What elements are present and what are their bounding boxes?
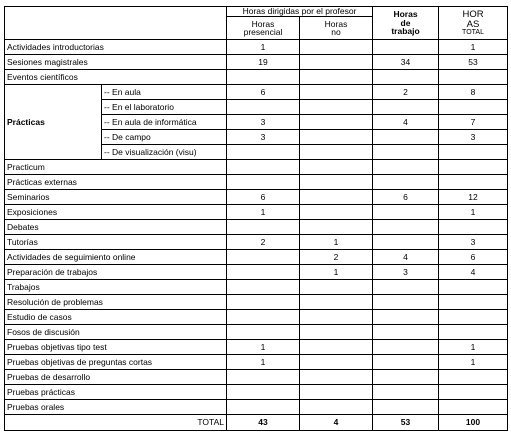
cell-presencial (227, 310, 300, 325)
cell-presencial (227, 385, 300, 400)
table-row (5, 160, 508, 175)
activity-label: Prácticas externas (5, 175, 227, 190)
cell-total (439, 145, 508, 160)
cell-trabajo: 3 (373, 265, 439, 280)
cell-trabajo: 4 (373, 115, 439, 130)
cell-total (439, 70, 508, 85)
cell-no-presencial (300, 85, 373, 100)
activity-label: Pruebas prácticas (5, 385, 227, 400)
cell-presencial: 3 (227, 130, 300, 145)
activity-label: Pruebas objetivas de preguntas cortas (5, 355, 227, 370)
cell-no-presencial (300, 400, 373, 415)
cell-no-presencial: 2 (300, 250, 373, 265)
cell-trabajo (373, 400, 439, 415)
cell-trabajo (373, 280, 439, 295)
table-row (5, 310, 508, 325)
cell-trabajo (373, 130, 439, 145)
cell-no-presencial (300, 280, 373, 295)
table-row (5, 220, 508, 235)
cell-presencial (227, 220, 300, 235)
hours-table-body (5, 7, 508, 431)
cell-total: 12 (439, 190, 508, 205)
cell-no-presencial (300, 205, 373, 220)
cell-no-presencial (300, 220, 373, 235)
cell-presencial (227, 295, 300, 310)
cell-presencial: 1 (227, 205, 300, 220)
cell-no-presencial (300, 370, 373, 385)
activity-label: Debates (5, 220, 227, 235)
practicas-row (5, 85, 508, 100)
cell-total (439, 100, 508, 115)
cell-no-presencial: 1 (300, 265, 373, 280)
cell-total: 53 (439, 55, 508, 70)
cell-total: 6 (439, 250, 508, 265)
cell-total (439, 385, 508, 400)
cell-total: 3 (439, 130, 508, 145)
cell-trabajo: 2 (373, 85, 439, 100)
header-no-presencial (300, 17, 373, 40)
cell-no-presencial (300, 310, 373, 325)
cell-total: 7 (439, 115, 508, 130)
table-row (5, 400, 508, 415)
table-row (5, 280, 508, 295)
practicas-sub-label: -- De visualización (visu) (102, 145, 227, 160)
cell-no-presencial (300, 175, 373, 190)
cell-presencial (227, 100, 300, 115)
header-trabajo (373, 7, 439, 40)
activity-label: Seminarios (5, 190, 227, 205)
cell-presencial: 1 (227, 340, 300, 355)
cell-total (439, 280, 508, 295)
table-row (5, 235, 508, 250)
cell-trabajo (373, 205, 439, 220)
activity-label: Eventos científicos (5, 70, 227, 85)
table-row (5, 55, 508, 70)
cell-trabajo (373, 340, 439, 355)
practicas-sub-label: -- En el laboratorio (102, 100, 227, 115)
practicas-sub-label: -- De campo (102, 130, 227, 145)
cell-presencial (227, 280, 300, 295)
activity-label: Preparación de trabajos (5, 265, 227, 280)
cell-trabajo (373, 310, 439, 325)
header-total-line1: HOR (462, 9, 484, 20)
cell-total: 1 (439, 40, 508, 55)
cell-total: 8 (439, 85, 508, 100)
cell-presencial: 1 (227, 355, 300, 370)
cell-trabajo (373, 145, 439, 160)
header-trabajo-line3: trabajo (391, 26, 420, 37)
table-row (5, 190, 508, 205)
header-total (439, 7, 508, 40)
table-row (5, 205, 508, 220)
practicas-label: Prácticas (5, 85, 102, 160)
cell-trabajo (373, 70, 439, 85)
total-presencial: 43 (227, 415, 300, 431)
cell-no-presencial (300, 55, 373, 70)
cell-total: 1 (439, 340, 508, 355)
totals-row (5, 415, 508, 431)
cell-presencial: 6 (227, 190, 300, 205)
cell-trabajo (373, 370, 439, 385)
header-total-line3: TOTAL (462, 29, 484, 36)
activity-label: Fosos de discusión (5, 325, 227, 340)
activity-label: Trabajos (5, 280, 227, 295)
activity-label: Pruebas de desarrollo (5, 370, 227, 385)
total-trabajo: 53 (373, 415, 439, 431)
cell-no-presencial: 1 (300, 235, 373, 250)
cell-presencial (227, 265, 300, 280)
cell-presencial (227, 370, 300, 385)
table-row (5, 175, 508, 190)
cell-trabajo (373, 160, 439, 175)
cell-no-presencial (300, 340, 373, 355)
cell-total (439, 220, 508, 235)
activity-label: Practicum (5, 160, 227, 175)
cell-no-presencial (300, 115, 373, 130)
header-no-line2: no (331, 27, 341, 37)
header-no-line1: Horas (324, 18, 348, 29)
cell-total (439, 370, 508, 385)
cell-presencial: 19 (227, 55, 300, 70)
cell-trabajo: 4 (373, 250, 439, 265)
cell-no-presencial (300, 325, 373, 340)
total-no-presencial: 4 (300, 415, 373, 431)
cell-presencial: 3 (227, 115, 300, 130)
cell-presencial: 6 (227, 85, 300, 100)
cell-trabajo (373, 40, 439, 55)
cell-presencial (227, 160, 300, 175)
cell-no-presencial (300, 145, 373, 160)
cell-no-presencial (300, 40, 373, 55)
cell-total (439, 295, 508, 310)
cell-no-presencial (300, 190, 373, 205)
cell-trabajo (373, 355, 439, 370)
cell-presencial (227, 400, 300, 415)
activity-label: Estudio de casos (5, 310, 227, 325)
hours-table (4, 6, 508, 431)
table-row (5, 250, 508, 265)
cell-trabajo (373, 295, 439, 310)
activity-label: Actividades introductorias (5, 40, 227, 55)
activity-label: Pruebas orales (5, 400, 227, 415)
cell-no-presencial (300, 385, 373, 400)
total-total: 100 (439, 415, 508, 431)
practicas-sub-label: -- En aula de informática (102, 115, 227, 130)
table-row (5, 265, 508, 280)
header-empty-cell (5, 7, 227, 40)
cell-presencial (227, 175, 300, 190)
cell-presencial (227, 250, 300, 265)
cell-total (439, 325, 508, 340)
cell-total: 3 (439, 235, 508, 250)
activity-label: Exposiciones (5, 205, 227, 220)
table-row (5, 295, 508, 310)
table-row (5, 70, 508, 85)
cell-total: 4 (439, 265, 508, 280)
cell-trabajo: 34 (373, 55, 439, 70)
cell-presencial: 1 (227, 40, 300, 55)
cell-total (439, 160, 508, 175)
totals-label: TOTAL (5, 415, 227, 431)
cell-trabajo: 6 (373, 190, 439, 205)
table-row (5, 325, 508, 340)
cell-total (439, 310, 508, 325)
cell-presencial (227, 70, 300, 85)
cell-no-presencial (300, 160, 373, 175)
table-row (5, 355, 508, 370)
cell-presencial (227, 325, 300, 340)
header-row-1 (5, 7, 508, 17)
cell-no-presencial (300, 295, 373, 310)
header-presencial-line2: presencial (243, 27, 283, 37)
cell-trabajo (373, 235, 439, 250)
practicas-sub-label: -- En aula (102, 85, 227, 100)
header-presencial-line1: Horas (251, 18, 275, 29)
activity-label: Resolución de problemas (5, 295, 227, 310)
cell-no-presencial (300, 355, 373, 370)
table-row (5, 385, 508, 400)
cell-total: 1 (439, 355, 508, 370)
cell-total: 1 (439, 205, 508, 220)
activity-label: Tutorías (5, 235, 227, 250)
table-row (5, 370, 508, 385)
header-trabajo-line1: Horas (393, 9, 418, 20)
cell-total (439, 400, 508, 415)
header-group: Horas dirigidas por el profesor (227, 7, 373, 17)
cell-no-presencial (300, 130, 373, 145)
cell-trabajo (373, 175, 439, 190)
activity-label: Pruebas objetivas tipo test (5, 340, 227, 355)
cell-trabajo (373, 100, 439, 115)
activity-label: Actividades de seguimiento online (5, 250, 227, 265)
header-total-line2: AS (466, 18, 480, 30)
cell-total (439, 175, 508, 190)
cell-presencial: 2 (227, 235, 300, 250)
cell-trabajo (373, 220, 439, 235)
cell-trabajo (373, 325, 439, 340)
table-row (5, 40, 508, 55)
cell-no-presencial (300, 100, 373, 115)
cell-no-presencial (300, 70, 373, 85)
table-row (5, 340, 508, 355)
cell-presencial (227, 145, 300, 160)
activity-label: Sesiones magistrales (5, 55, 227, 70)
header-presencial (227, 17, 300, 40)
cell-trabajo (373, 385, 439, 400)
header-trabajo-line2: de (400, 17, 411, 28)
